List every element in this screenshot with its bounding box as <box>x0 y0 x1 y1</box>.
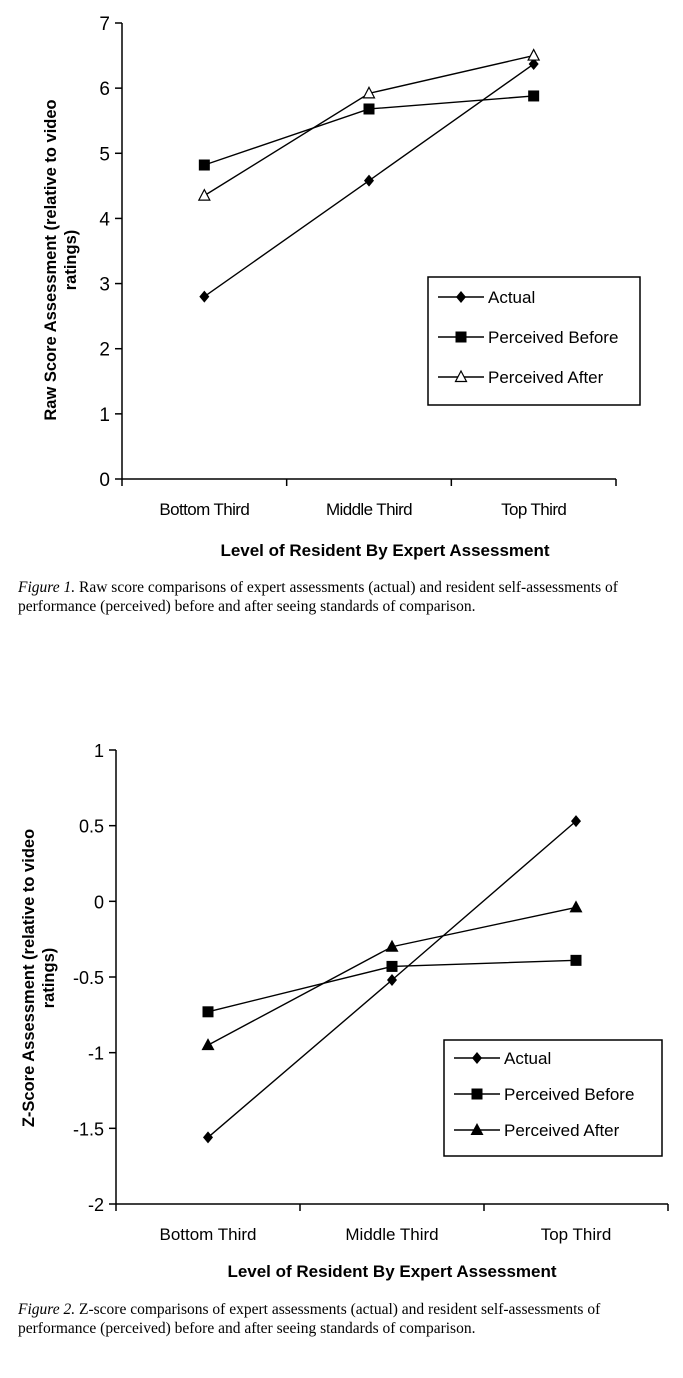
legend-marker <box>472 1089 483 1100</box>
y-tick-label: -1.5 <box>72 1119 104 1140</box>
legend-label: Perceived Before <box>504 1085 635 1104</box>
figure-2-caption-text: Z-score comparisons of expert assessments (actual) and resident self-assessments of performance (perceived) before and after seeing standards of comparison. <box>18 1301 601 1337</box>
data-point <box>199 291 209 303</box>
y-tick-label: 6 <box>99 79 110 101</box>
data-point <box>199 190 210 201</box>
data-point <box>364 175 374 187</box>
data-point <box>203 1006 214 1017</box>
z-score-chart <box>0 730 683 1290</box>
figure-2 <box>0 730 683 1290</box>
y-tick-label: 4 <box>99 209 110 231</box>
data-point <box>528 90 539 101</box>
y-tick-label: 1 <box>93 741 104 761</box>
x-tick-label: Top Third <box>501 500 567 519</box>
figure-1-caption <box>18 578 668 616</box>
x-tick-label: Middle Third <box>345 1225 439 1244</box>
data-point <box>387 974 397 986</box>
data-point <box>570 900 583 912</box>
y-tick-label: 1 <box>99 404 110 426</box>
x-axis-title: Level of Resident By Expert Assessment <box>227 1262 557 1281</box>
data-point <box>571 815 581 827</box>
x-tick-label: Middle Third <box>325 500 413 519</box>
series-line <box>204 56 533 196</box>
x-tick-label: Bottom Third <box>159 1225 257 1244</box>
data-point <box>202 1038 215 1050</box>
figure-2-caption <box>18 1300 668 1338</box>
x-axis-title: Level of Resident By Expert Assessment <box>220 541 550 560</box>
y-tick-label: 0.5 <box>78 816 104 837</box>
figure-2-caption-label: Figure 2. <box>18 1301 76 1318</box>
figure-1-caption-label: Figure 1. <box>18 579 76 596</box>
y-axis-title-line-1: Z-Score Assessment (relative to video <box>20 828 38 1128</box>
y-tick-label: -0.5 <box>72 968 104 988</box>
y-tick-label: -1 <box>87 1043 104 1064</box>
data-point <box>387 961 398 972</box>
y-tick-label: -2 <box>87 1195 104 1215</box>
raw-score-chart <box>0 0 683 570</box>
data-point <box>199 160 210 171</box>
x-tick-label: Bottom Third <box>159 500 250 519</box>
legend-label: Actual <box>504 1049 552 1068</box>
y-tick-label: 2 <box>99 339 110 361</box>
figure-1-caption-text: Raw score comparisons of expert assessments (actual) and resident self-assessments of performance (perceived) before and after seeing standards of comparison. <box>18 579 618 615</box>
figure-1 <box>0 0 683 570</box>
y-tick-label: 5 <box>99 144 110 166</box>
data-point <box>528 50 539 61</box>
legend-label: Perceived After <box>488 368 604 387</box>
y-tick-label: 7 <box>99 14 110 35</box>
legend-label: Perceived After <box>504 1121 620 1140</box>
x-tick-label: Top Third <box>540 1225 612 1244</box>
data-point <box>571 955 582 966</box>
legend-label: Actual <box>488 288 536 307</box>
y-axis-title-line-2: ratings) <box>62 229 80 291</box>
legend-label: Perceived Before <box>488 328 619 347</box>
data-point <box>203 1131 213 1143</box>
y-tick-label: 0 <box>93 892 104 913</box>
data-point <box>364 103 375 114</box>
legend-marker <box>456 332 467 343</box>
y-axis-title-line-2: ratings) <box>40 947 58 1009</box>
y-tick-label: 3 <box>99 274 110 296</box>
y-axis-title-line-1: Raw Score Assessment (relative to video <box>42 99 60 421</box>
y-tick-label: 0 <box>99 470 110 491</box>
